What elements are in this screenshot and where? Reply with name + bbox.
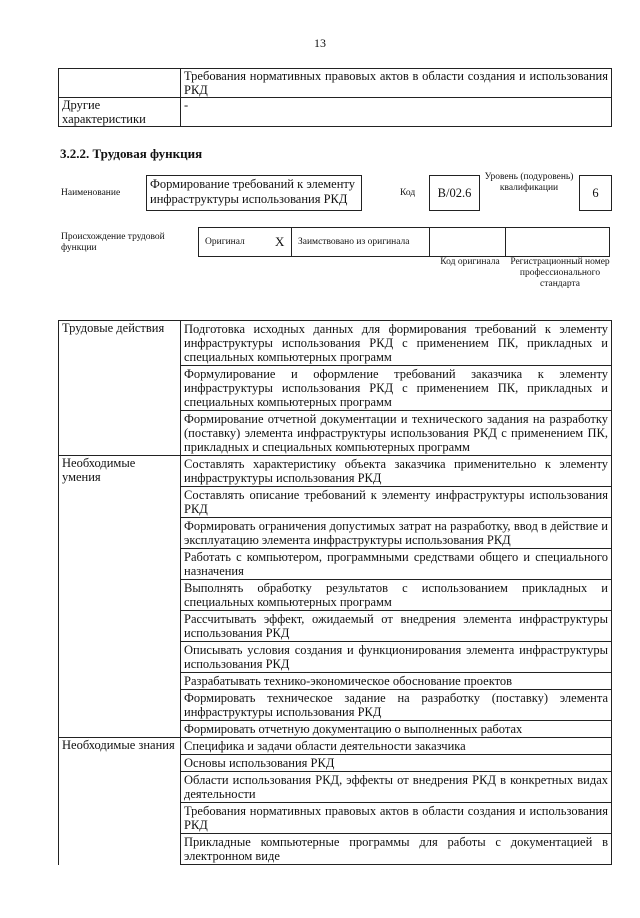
row-label: Другие характеристики xyxy=(59,98,181,127)
section-item: Выполнять обработку результатов с использованием прикладных и специальных компьютерных программ xyxy=(181,580,612,611)
section-item: Специфика и задачи области деятельности заказчика xyxy=(181,738,612,755)
original-mark: X xyxy=(269,228,292,257)
section-item: Требования нормативных правовых актов в области создания и использования РКД xyxy=(181,803,612,834)
section-item: Формировать техническое задание на разработку (поставку) элемента инфраструктуры использования РКД xyxy=(181,690,612,721)
section-item: Формулирование и оформление требований заказчика к элементу инфраструктуры использования РКД с применением ПК, прикладных и специальных компьютерных программ xyxy=(181,366,612,411)
section-item: Формировать отчетную документацию о выполненных работах xyxy=(181,721,612,738)
borrowed-label: Заимствовано из оригинала xyxy=(292,228,430,257)
original-label: Оригинал xyxy=(199,228,270,257)
origin-label: Происхождение трудовой функции xyxy=(61,232,165,253)
section-label: Трудовые действия xyxy=(59,321,181,456)
section-title: 3.2.2. Трудовая функция xyxy=(60,146,203,161)
code-label: Код xyxy=(400,188,416,198)
section-label: Необходимые умения xyxy=(59,456,181,738)
page-number: 13 xyxy=(314,36,326,50)
section-item: Составлять характеристику объекта заказчика применительно к элементу инфраструктуры использования РКД xyxy=(181,456,612,487)
top-table xyxy=(58,68,612,127)
reg-number-caption: Регистрационный номер профессионального стандарта xyxy=(510,257,610,289)
level-value: 6 xyxy=(579,175,612,211)
section-item: Основы использования РКД xyxy=(181,755,612,772)
row-label xyxy=(59,69,181,98)
row-text: Требования нормативных правовых актов в области создания и использования РКД xyxy=(181,69,612,98)
table-row xyxy=(59,456,612,487)
section-item: Описывать условия создания и функционирования элемента инфраструктуры использования РКД xyxy=(181,642,612,673)
code-value: B/02.6 xyxy=(429,175,480,211)
code-original-caption: Код оригинала xyxy=(440,257,500,267)
section-item: Прикладные компьютерные программы для работы с документацией в электронном виде xyxy=(181,834,612,865)
main-table xyxy=(58,320,612,865)
section-label: Необходимые знания xyxy=(59,738,181,865)
level-label: Уровень (подуровень) квалификации xyxy=(484,172,574,193)
table-row xyxy=(59,738,612,755)
section-item: Работать с компьютером, программными средствами общего и специального назначения xyxy=(181,549,612,580)
row-text: - xyxy=(181,98,612,127)
table-row xyxy=(59,98,612,127)
section-item: Разрабатывать технико-экономическое обоснование проектов xyxy=(181,673,612,690)
section-item: Составлять описание требований к элементу инфраструктуры использования РКД xyxy=(181,487,612,518)
function-name-value: Формирование требований к элементу инфраструктуры использования РКД xyxy=(146,175,362,211)
table-row xyxy=(59,69,612,98)
section-item: Формировать ограничения допустимых затрат на разработку, ввод в действие и эксплуатацию элемента инфраструктуры использования РКД xyxy=(181,518,612,549)
origin-table xyxy=(198,227,610,257)
table-row xyxy=(59,321,612,366)
name-label: Наименование xyxy=(61,188,121,198)
section-item: Области использования РКД, эффекты от внедрения РКД в конкретных видах деятельности xyxy=(181,772,612,803)
table-row xyxy=(199,228,610,257)
section-item: Подготовка исходных данных для формирования требований к элементу инфраструктуры использования РКД с применением ПК, прикладных и специальных компьютерных программ xyxy=(181,321,612,366)
section-item: Рассчитывать эффект, ожидаемый от внедрения элемента инфраструктуры использования РКД xyxy=(181,611,612,642)
reg-number-cell xyxy=(506,228,610,257)
section-item: Формирование отчетной документации и технического задания на разработку (поставку) элемента инфраструктуры использования РКД с применением ПК, прикладных и специальных компьютерных программ xyxy=(181,411,612,456)
code-original-cell xyxy=(430,228,506,257)
